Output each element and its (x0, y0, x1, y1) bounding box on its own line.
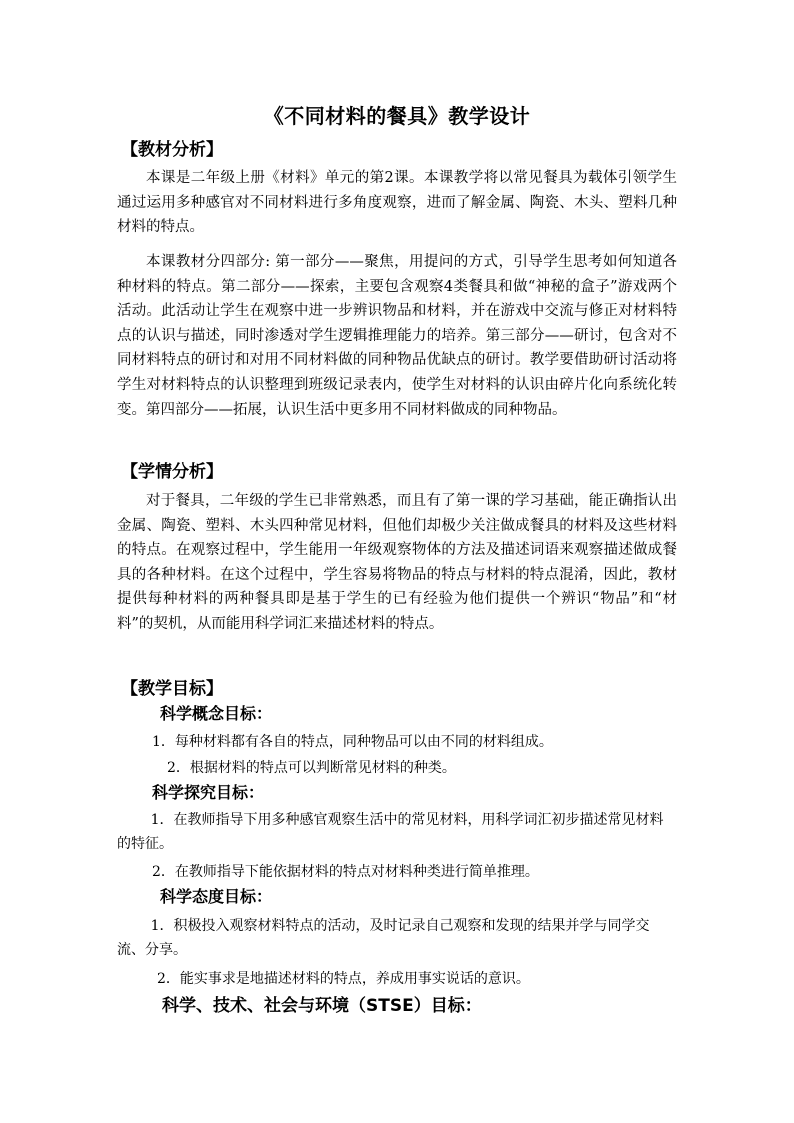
science-inquiry-item-1: 1．在教师指导下用多种感官观察生活中的常见材料，用科学词汇初步描述常见材料的特征。 (117, 812, 664, 852)
science-concept-item-1: 1．每种材料都有各自的特点，同种物品可以由不同的材料组成。 (152, 734, 553, 750)
section-heading-textbook-analysis: 【教材分析】 (121, 140, 223, 160)
science-attitude-heading: 科学态度目标： (160, 887, 273, 906)
science-concept-item-2: 2．根据材料的特点可以判断常见材料的种类。 (167, 760, 456, 776)
science-attitude-item-2: 2．能实事求是地描述材料的特点，养成用事实说话的意识。 (157, 971, 530, 987)
textbook-analysis-paragraph-2: 本课教材分四部分: 第一部分——聚焦，用提问的方式，引导学生思考如何知道各种材料的特点。第二部分——探索，主要包含观察4类餐具和做“神秘的盒子”游戏两个活动。此活动让学生在观察中进一步辨识物品和材料，并在游戏中交流与修正对材料特点的认识与描述，同时渗透对学生逻辑推理能力的培养。第三部分——研讨，包含对不同材料特点的研讨和对用不同材料做的同种物品优缺点的研讨。教学要借助研讨活动将学生对材料特点的认识整理到班级记录表内，使学生对材料的认识由碎片化向系统化转变。第四部分——拓展，认识生活中更多用不同材料做成的同种物品。 (117, 254, 677, 418)
section-heading-learner-analysis: 【学情分析】 (121, 462, 223, 482)
learner-analysis-paragraph: 对于餐具，二年级的学生已非常熟悉，而且有了第一课的学习基础，能正确指认出金属、陶瓷、塑料、木头四种常见材料，但他们却极少关注做成餐具的材料及这些材料的特点。在观察过程中，学生能用一年级观察物体的方法及描述词语来观察描述做成餐具的各种材料。在这个过程中，学生容易将物品的特点与材料的特点混淆，因此，教材提供每种材料的两种餐具即是基于学生的已有经验为他们提供一个辨识“物品”和“材料”的契机，从而能用科学词汇来描述材料的特点。 (117, 493, 677, 632)
science-concept-heading: 科学概念目标： (160, 704, 273, 723)
stse-heading: 科学、技术、社会与环境（STSE）目标： (162, 996, 482, 1016)
textbook-analysis-paragraph-1: 本课是二年级上册《材料》单元的第2课。本课教学将以常见餐具为载体引领学生通过运用多种感官对不同材料进行多角度观察，进而了解金属、陶瓷、木头、塑料几种材料的特点。 (117, 170, 677, 236)
science-inquiry-heading: 科学探究目标： (152, 783, 265, 802)
science-inquiry-item-2: 2．在教师指导下能依据材料的特点对材料种类进行简单推理。 (152, 864, 539, 880)
document-title: 《不同材料的餐具》教学设计 (263, 104, 531, 128)
section-heading-teaching-goals: 【教学目标】 (121, 679, 223, 699)
science-attitude-item-1: 1．积极投入观察材料特点的活动，及时记录自己观察和发现的结果并学与同学交流、分享。 (117, 918, 650, 958)
